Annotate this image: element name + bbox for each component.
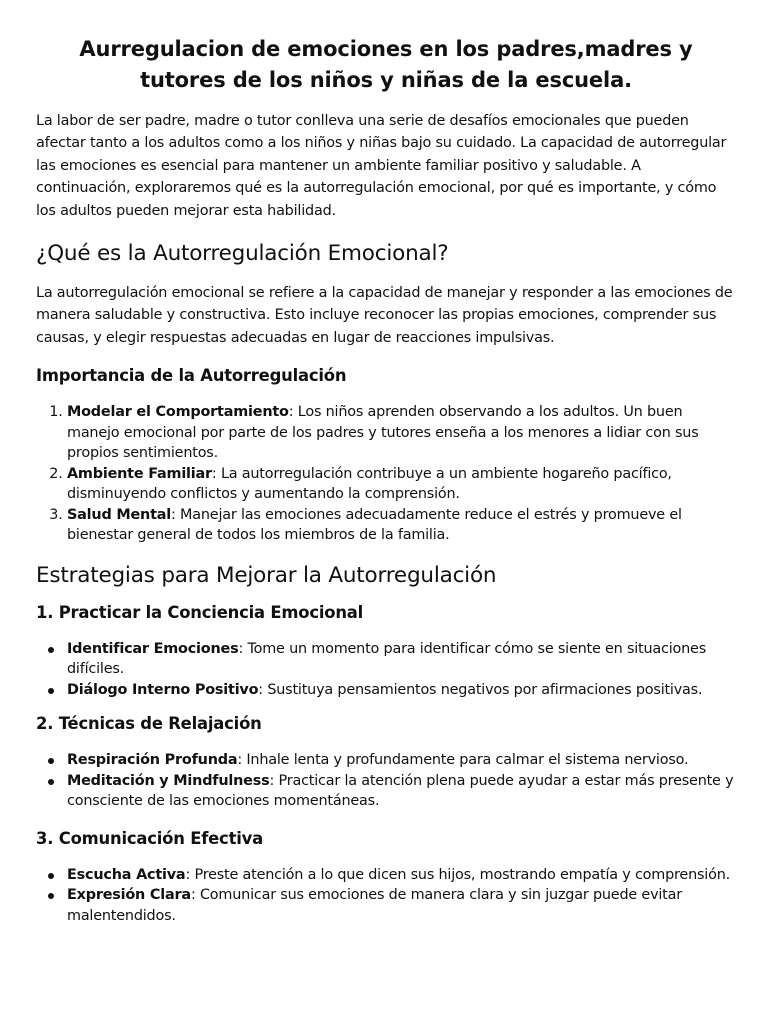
list-item [67, 505, 736, 546]
section-heading-definition: ¿Qué es la Autorregulación Emocional? [36, 241, 449, 267]
item-term: Respiración Profunda [67, 752, 238, 769]
item-term: Meditación y Mindfulness [67, 772, 270, 789]
strategy-list [36, 865, 736, 927]
section-heading-strategies: Estrategias para Mejorar la Autorregulación [36, 562, 497, 588]
importance-list [36, 402, 736, 546]
list-item [67, 402, 736, 464]
bullet-icon [48, 873, 54, 879]
bullet-icon [48, 688, 54, 694]
item-desc: : Preste atención a lo que dicen sus hijos, mostrando empatía y comprensión. [185, 866, 730, 883]
item-desc: : Sustituya pensamientos negativos por afirmaciones positivas. [258, 681, 703, 698]
list-item [67, 680, 736, 701]
strategy-list [36, 639, 736, 701]
document-title: Aurregulacion de emociones en los padres,madres y tutores de los niños y niñas de la escuela. [79, 37, 693, 92]
bullet-icon [48, 779, 54, 785]
item-desc: : Comunicar sus emociones de manera clara y sin juzgar puede evitar malentendidos. [67, 887, 682, 924]
item-term: Ambiente Familiar [67, 465, 212, 482]
bullet-icon [48, 758, 54, 764]
item-desc: : Practicar la atención plena puede ayudar a estar más presente y consciente de las emociones momentáneas. [67, 772, 734, 810]
item-term: Salud Mental [67, 506, 172, 523]
list-item [67, 750, 736, 771]
list-item [67, 885, 736, 926]
strategy-list [36, 750, 736, 812]
bullet-icon [48, 893, 54, 899]
item-term: Escucha Activa [67, 866, 186, 883]
item-desc: : Tome un momento para identificar cómo se siente en situaciones difíciles. [67, 640, 707, 678]
strategy-heading: 1. Practicar la Conciencia Emocional [36, 602, 364, 622]
list-item [67, 771, 736, 812]
intro-paragraph: La labor de ser padre, madre o tutor conlleva una serie de desafíos emocionales que pueden afectar tanto a los adultos como a los niños y niñas bajo su cuidado. La capacidad de autorregular las emociones es esencial para mantener un ambiente familiar positivo y saludable. A continuación, exploraremos qué es la autorregulación emocional, por qué es importante, y cómo los adultos pueden mejorar esta habilidad. [36, 113, 727, 219]
strategy-heading: 2. Técnicas de Relajación [36, 714, 262, 734]
document-page [36, 34, 736, 926]
item-term: Identificar Emociones [67, 640, 239, 657]
strategy-heading: 3. Comunicación Efectiva [36, 828, 263, 848]
bullet-icon [48, 647, 54, 653]
list-item [67, 865, 736, 886]
definition-paragraph: La autorregulación emocional se refiere a la capacidad de manejar y responder a las emociones de manera saludable y constructiva. Esto incluye reconocer las propias emociones, comprender sus causas, y elegir respuestas adecuadas en lugar de reacciones impulsivas. [36, 285, 733, 346]
item-desc: : La autorregulación contribuye a un ambiente hogareño pacífico, disminuyendo conflictos y aumentando la comprensión. [67, 465, 672, 503]
item-term: Diálogo Interno Positivo [67, 681, 259, 698]
item-desc: : Inhale lenta y profundamente para calmar el sistema nervioso. [237, 752, 689, 769]
item-term: Expresión Clara [67, 887, 191, 904]
importance-heading: Importancia de la Autorregulación [36, 366, 347, 386]
item-desc: : Los niños aprenden observando a los adultos. Un buen manejo emocional por parte de los padres y tutores enseña a los menores a lidiar con sus propios sentimientos. [67, 404, 699, 462]
item-desc: : Manejar las emociones adecuadamente reduce el estrés y promueve el bienestar general de todos los miembros de la familia. [67, 506, 682, 544]
list-item [67, 639, 736, 680]
list-item [67, 464, 736, 505]
item-term: Modelar el Comportamiento [67, 404, 289, 421]
